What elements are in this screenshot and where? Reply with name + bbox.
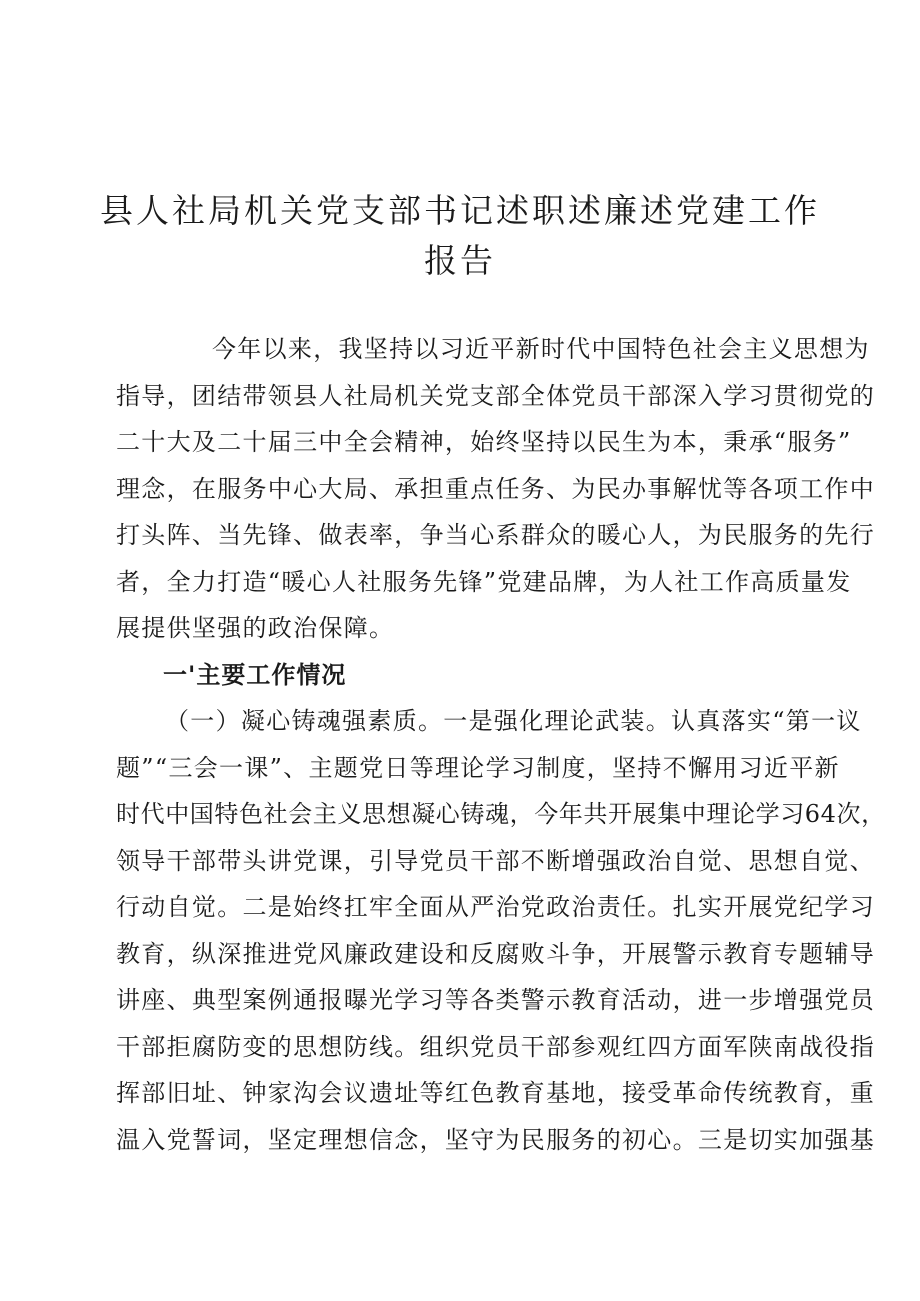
section1-line: （一）凝心铸魂强素质。一是强化理论武装。认真落实“第一议	[165, 707, 862, 735]
document-title-line2: 报告	[424, 241, 496, 280]
section1-line: 干部拒腐防变的思想防线。组织党员干部参观红四方面军陕南战役指	[116, 1033, 875, 1061]
section1-line: 教育，纵深推进党风廉政建设和反腐败斗争，开展警示教育专题辅导	[116, 940, 875, 968]
intro-line: 打头阵、当先锋、做表率，争当心系群众的暖心人，为民服务的先行	[116, 521, 875, 549]
document-title-line1: 县人社局机关党支部书记述职述廉述党建工作	[100, 191, 820, 230]
intro-line: 理念，在服务中心大局、承担重点任务、为民办事解忧等各项工作中	[116, 475, 875, 503]
intro-line: 今年以来，我坚持以习近平新时代中国特色社会主义思想为	[212, 335, 870, 363]
section1-line: 领导干部带头讲党课，引导党员干部不断增强政治自觉、思想自觉、	[116, 847, 875, 875]
section1-line: 时代中国特色社会主义思想凝心铸魂，今年共开展集中理论学习64次，	[116, 800, 886, 828]
intro-line: 展提供坚强的政治保障。	[116, 614, 395, 642]
section1-line: 题”“三会一课”、主题党日等理论学习制度，坚持不懈用习近平新	[116, 754, 840, 782]
section1-line: 温入党誓词，坚定理想信念，坚守为民服务的初心。三是切实加强基	[116, 1126, 875, 1154]
section1-line: 讲座、典型案例通报曝光学习等各类警示教育活动，进一步增强党员	[116, 986, 875, 1014]
section1-line: 挥部旧址、钟家沟会议遗址等红色教育基地，接受革命传统教育，重	[116, 1079, 875, 1107]
intro-line: 者，全力打造“暖心人社服务先锋”党建品牌，为人社工作高质量发	[116, 568, 852, 596]
section-heading: 一'主要工作情况	[163, 661, 347, 689]
intro-line: 指导，团结带领县人社局机关党支部全体党员干部深入学习贯彻党的	[116, 382, 875, 410]
section1-line: 行动自觉。二是始终扛牢全面从严治党政治责任。扎实开展党纪学习	[116, 893, 875, 921]
intro-line: 二十大及二十届三中全会精神，始终坚持以民生为本，秉承“服务”	[116, 428, 852, 456]
